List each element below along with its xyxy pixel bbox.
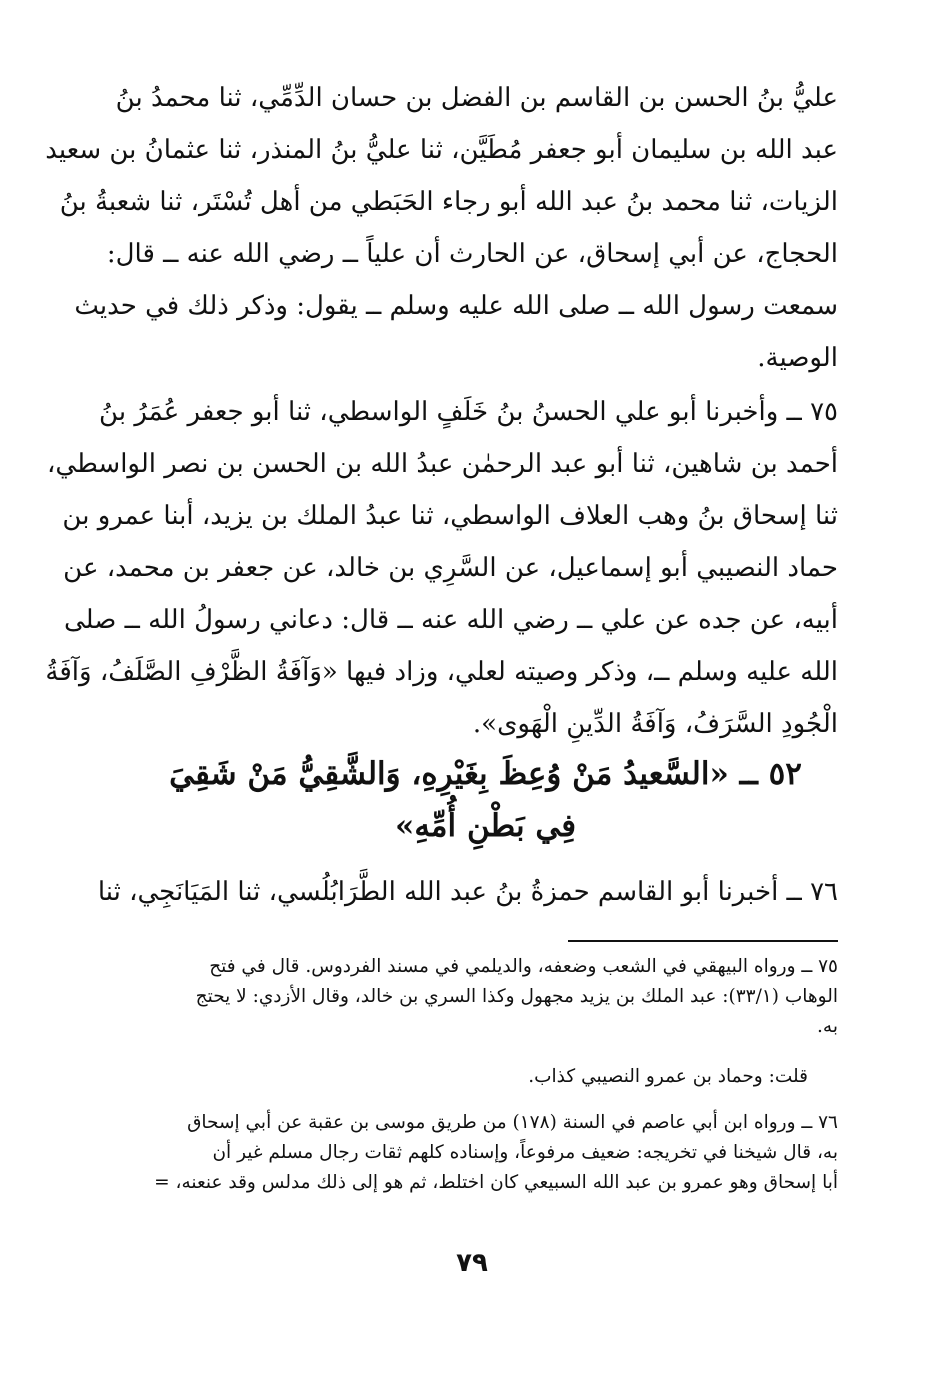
footnote-separator bbox=[568, 940, 838, 942]
page-number: ٧٩ bbox=[456, 1248, 488, 1278]
main-text-block-3 bbox=[97, 866, 838, 918]
text-line: الوصية. bbox=[757, 343, 838, 373]
text-line: سمعت رسول الله ــ صلى الله عليه وسلم ــ يقول: وذكر ذلك في حديث bbox=[74, 291, 838, 321]
text-line: ٧٥ ــ وأخبرنا أبو علي الحسنُ بنُ خَلَفٍ الواسطي، ثنا أبو جعفر عُمَرُ بنُ bbox=[99, 397, 838, 427]
footnote-line: ٧٥ ــ ورواه البيهقي في الشعب وضعفه، والديلمي في مسند الفردوس. قال في فتح bbox=[209, 956, 838, 977]
footnote-76 bbox=[133, 1108, 838, 1198]
text-line: الْجُودِ السَّرَفُ، وَآفَةُ الدِّينِ الْهَوى». bbox=[472, 709, 838, 739]
main-text-block-2 bbox=[45, 386, 838, 750]
hadith-heading-line-1: ٥٢ ــ «السَّعيدُ مَنْ وُعِظَ بِغَيْرِهِ، وَالشَّقِيُّ مَنْ شَقِيَ bbox=[169, 756, 802, 792]
text-line: حماد النصيبي أبو إسماعيل، عن السَّرِي بن خالد، عن جعفر بن محمد، عن bbox=[63, 553, 838, 583]
text-line: عبد الله بن سليمان أبو جعفر مُطَيَّن، ثنا عليُّ بنُ المنذر، ثنا عثمانُ بن سعيد bbox=[45, 135, 838, 165]
text-line: أبيه، عن جده عن علي ــ رضي الله عنه ــ قال: دعاني رسولُ الله ــ صلى bbox=[64, 605, 838, 635]
footnote-75 bbox=[133, 952, 838, 1042]
text-line: الله عليه وسلم ــ، وذكر وصيته لعلي، وزاد فيها «وَآفَةُ الظَّرْفِ الصَّلَفُ، وَآفَةُ bbox=[45, 657, 838, 687]
main-text-block-1 bbox=[45, 72, 838, 384]
text-line: الحجاج، عن أبي إسحاق، عن الحارث أن علياً ــ رضي الله عنه ــ قال: bbox=[106, 239, 838, 269]
footnote-line: به، قال شيخنا في تخريجه: ضعيف مرفوعاً، وإسناده كلهم ثقات رجال مسلم غير أن bbox=[212, 1142, 838, 1163]
text-line: الزيات، ثنا محمد بنُ عبد الله أبو رجاء الحَبَطي من أهل تُسْتَر، ثنا شعبةُ بنُ bbox=[59, 187, 838, 217]
hadith-heading-line-2: فِي بَطْنِ أُمِّهِ» bbox=[394, 808, 577, 844]
footnote-line: به. bbox=[817, 1016, 838, 1037]
footnote-line: الوهاب (٣٣/١): عبد الملك بن يزيد مجهول وكذا السري بن خالد، وقال الأزدي: لا يحتج bbox=[195, 986, 838, 1007]
footnote-note bbox=[133, 1062, 838, 1092]
footnote-line: ٧٦ ــ ورواه ابن أبي عاصم في السنة (١٧٨) من طريق موسى بن عقبة عن أبي إسحاق bbox=[187, 1112, 838, 1133]
text-line: عليُّ بنُ الحسن بن القاسم بن الفضل بن حسان الدِّمِّي، ثنا محمدُ بنُ bbox=[115, 83, 838, 113]
text-line: ثنا إسحاق بنُ وهب العلاف الواسطي، ثنا عبدُ الملك بن يزيد، أبنا عمرو بن bbox=[62, 501, 838, 531]
text-line: ٧٦ ــ أخبرنا أبو القاسم حمزةُ بنُ عبد الله الطَّرَابُلُسي، ثنا المَيَانَجِي، ثنا bbox=[97, 877, 838, 907]
footnote-line: قلت: وحماد بن عمرو النصيبي كذاب. bbox=[528, 1066, 808, 1087]
footnote-line: أبا إسحاق وهو عمرو بن عبد الله السبيعي كان اختلط، ثم هو إلى ذلك مدلس وقد عنعنه، = bbox=[154, 1172, 838, 1193]
text-line: أحمد بن شاهين، ثنا أبو عبد الرحمٰن عبدُ الله بن الحسن بن نصر الواسطي، bbox=[47, 449, 838, 479]
